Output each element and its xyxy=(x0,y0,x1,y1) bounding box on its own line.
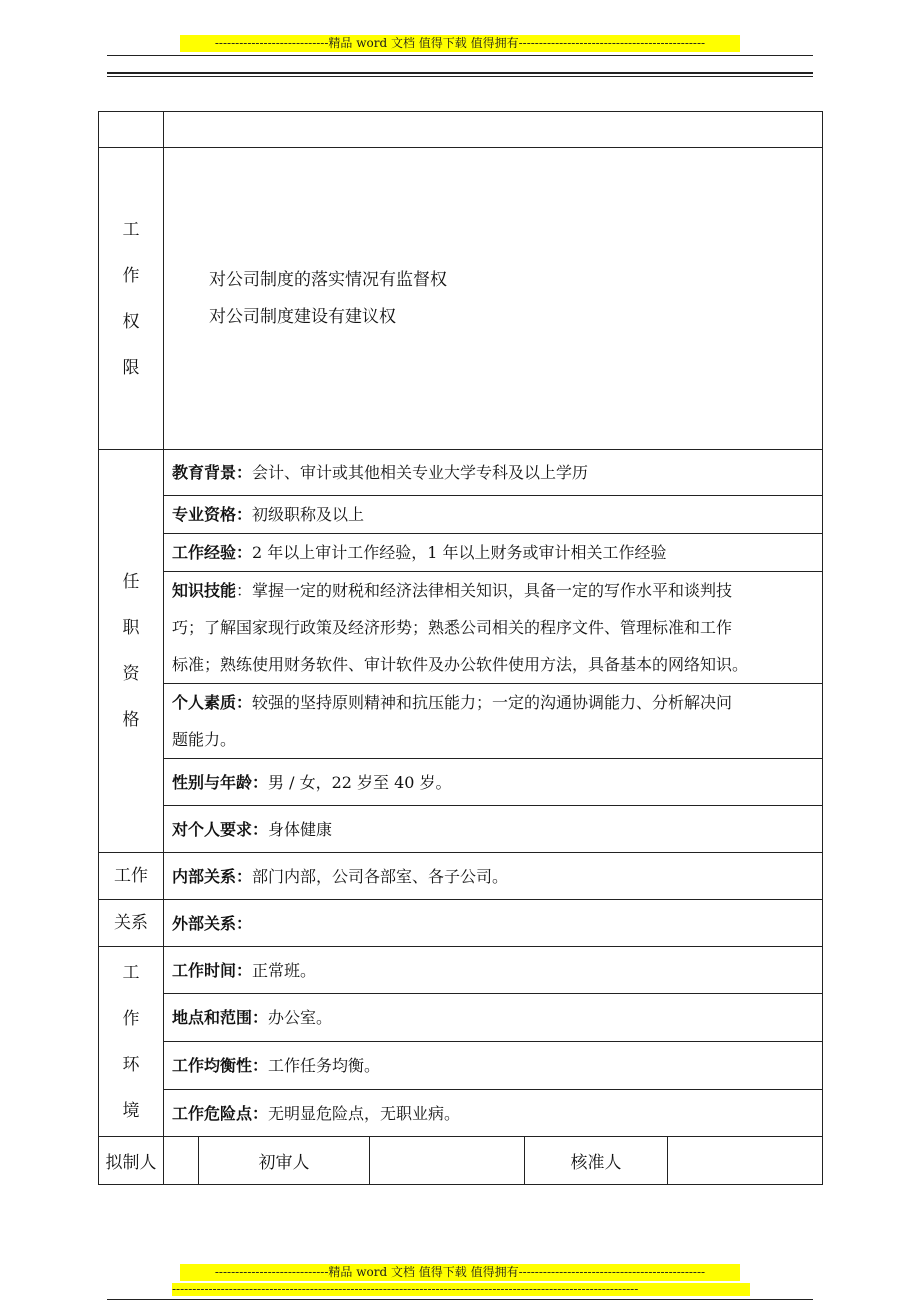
blank-row xyxy=(99,112,823,148)
authority-item-2: 对公司制度建设有建议权 xyxy=(209,306,396,327)
work-place-row xyxy=(99,994,823,1042)
job-description-table xyxy=(98,111,823,1185)
authority-content xyxy=(164,148,823,450)
work-balance-cell: 工作均衡性：工作任务均衡。 xyxy=(164,1042,823,1090)
experience-cell: 工作经验：2 年以上审计工作经验，1 年以上财务或审计相关工作经验 xyxy=(164,534,823,572)
education-cell: 教育背景：会计、审计或其他相关专业大学专科及以上学历 xyxy=(164,450,823,496)
reviewer-label: 初审人 xyxy=(199,1137,370,1185)
header-rule xyxy=(107,55,813,56)
skills-row xyxy=(99,572,823,684)
reviewer-value xyxy=(370,1137,525,1185)
relations-label-a: 工作 xyxy=(99,853,164,900)
work-time-row xyxy=(99,947,823,994)
approver-value xyxy=(668,1137,823,1185)
gender-age-cell: 性别与年龄：男 / 女，22 岁至 40 岁。 xyxy=(164,759,823,806)
gender-age-row xyxy=(99,759,823,806)
signature-row xyxy=(99,1137,823,1185)
blank-label-cell xyxy=(99,112,164,148)
qualifications-label: 任 职 资 格 xyxy=(99,450,164,853)
authority-label: 工 作 权 限 xyxy=(99,148,164,450)
personal-requirement-cell: 对个人要求：身体健康 xyxy=(164,806,823,853)
blank-content-cell xyxy=(164,112,823,148)
authority-row xyxy=(99,148,823,450)
certification-row xyxy=(99,496,823,534)
footer-banner: ----------------------------精品 word 文档 值得下载 值得拥有---------------------------------------------- xyxy=(180,1264,740,1281)
work-time-cell: 工作时间：正常班。 xyxy=(164,947,823,994)
header-banner: ----------------------------精品 word 文档 值得下载 值得拥有---------------------------------------------- xyxy=(180,35,740,52)
header-double-rule-bottom xyxy=(107,76,813,77)
footer-rule xyxy=(107,1299,813,1300)
certification-cell: 专业资格：初级职称及以上 xyxy=(164,496,823,534)
external-relations-cell: 外部关系： xyxy=(164,900,823,947)
internal-relations-row xyxy=(99,853,823,900)
environment-label: 工 作 环 境 xyxy=(99,947,164,1137)
drafter-label: 拟制人 xyxy=(99,1137,164,1185)
work-risk-cell: 工作危险点：无明显危险点，无职业病。 xyxy=(164,1090,823,1137)
authority-item-1: 对公司制度的落实情况有监督权 xyxy=(209,269,447,290)
quality-row xyxy=(99,684,823,759)
personal-requirement-row xyxy=(99,806,823,853)
experience-row xyxy=(99,534,823,572)
internal-relations-cell: 内部关系：部门内部，公司各部室、各子公司。 xyxy=(164,853,823,900)
quality-cell: 个人素质：较强的坚持原则精神和抗压能力；一定的沟通协调能力、分析解决问 题能力。 xyxy=(164,684,823,759)
work-balance-row xyxy=(99,1042,823,1090)
external-relations-row xyxy=(99,900,823,947)
header-double-rule-top xyxy=(107,72,813,74)
education-row xyxy=(99,450,823,496)
work-risk-row xyxy=(99,1090,823,1137)
work-place-cell: 地点和范围：办公室。 xyxy=(164,994,823,1042)
approver-label: 核准人 xyxy=(525,1137,668,1185)
skills-cell: 知识技能：掌握一定的财税和经济法律相关知识，具备一定的写作水平和谈判技 巧；了解国家现行政策及经济形势；熟悉公司相关的程序文件、管理标准和工作 标准；熟练使用财务软件、审计软件及办公软件使用方法，具备基本的网络知识。 xyxy=(164,572,823,684)
footer-banner-secondary: ------------------------------------------------------------------------------------------------------------------- xyxy=(172,1283,750,1296)
drafter-value xyxy=(164,1137,199,1185)
relations-label-b: 关系 xyxy=(99,900,164,947)
